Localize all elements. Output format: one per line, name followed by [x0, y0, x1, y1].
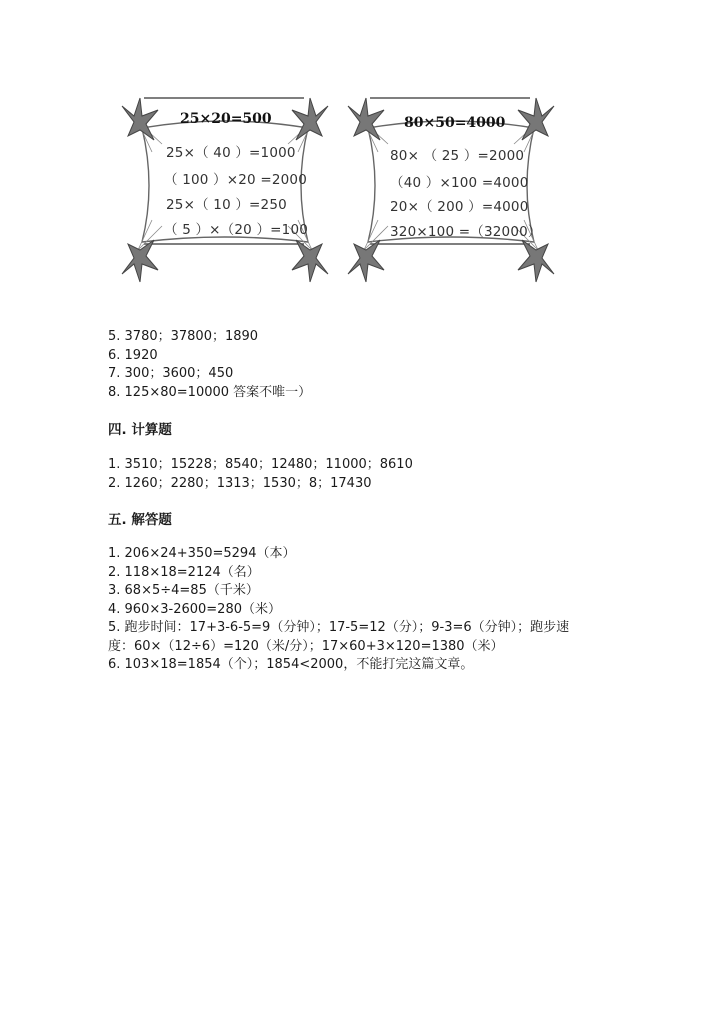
answer-line: 5. 跑步时间：17+3-6-5=9（分钟）；17-5=12（分）；9-3=6（分钟）；跑步速 — [108, 620, 570, 635]
answer-line: 2. 118×18=2124（名） — [108, 564, 260, 580]
figure-title: 25×20=500 — [180, 111, 272, 127]
section3-answers — [108, 328, 628, 402]
figure-equation: 80× （ 25 ）=2000 — [390, 148, 525, 164]
figure-equation: 320×100 =（32000） — [390, 224, 542, 240]
answer-line: 2. 1260；2280；1313；1530；8；17430 — [108, 475, 372, 491]
answer-line: 1. 206×24+350=5294（本） — [108, 546, 296, 561]
figure-equation: 20×（ 200 ）=4000 — [390, 199, 529, 215]
section-heading: 四. 计算题 — [108, 422, 172, 438]
figure-equation: （ 100 ）×20 =2000 — [164, 172, 307, 188]
figure-25x20 — [118, 92, 333, 284]
answer-line: 5. 3780；37800；1890 — [108, 329, 259, 344]
answer-line: 1. 3510；15228；8540；12480；11000；8610 — [108, 457, 413, 472]
answer-line: 3. 68×5÷4=85（千米） — [108, 583, 259, 598]
answer-line: 度：60×（12÷6）=120（米/分）；17×60+3×120=1380（米） — [108, 638, 504, 654]
answer-line: 4. 960×3-2600=280（米） — [108, 601, 281, 617]
figure-equation: （40 ）×100 =4000 — [390, 175, 529, 191]
figure-equation: （ 5 ）×（20 ）=100 — [164, 222, 309, 238]
answer-line: 6. 103×18=1854（个）；1854<2000，不能打完这篇文章。 — [108, 657, 474, 672]
section5-answers — [108, 545, 628, 675]
figure-title: 80×50=4000 — [404, 115, 506, 131]
section-heading: 五. 解答题 — [108, 512, 172, 528]
figure-80x50 — [344, 92, 559, 284]
figure-equation: 25×（ 40 ）=1000 — [166, 145, 296, 161]
answer-line: 8. 125×80=10000 答案不唯一） — [108, 384, 312, 400]
answer-line: 6. 1920 — [108, 347, 158, 363]
figure-equation: 25×（ 10 ）=250 — [166, 197, 287, 213]
section4-answers — [108, 456, 628, 493]
answer-line: 7. 300；3600；450 — [108, 366, 234, 381]
